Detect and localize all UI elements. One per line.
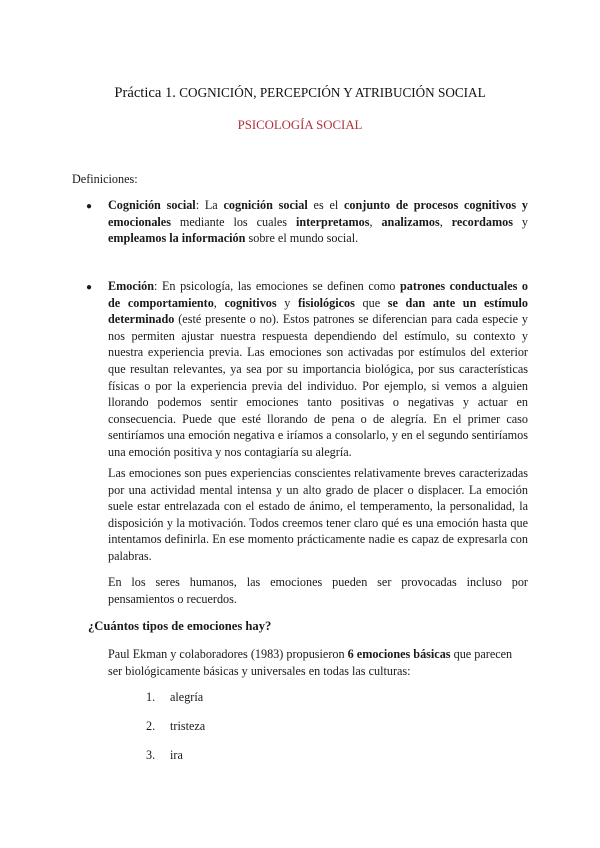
list-number: 1.: [146, 690, 156, 704]
term-emocion: Emoción: [108, 279, 155, 293]
list-item-ira: ira: [170, 748, 183, 762]
list-item-alegria: alegría: [170, 690, 204, 704]
list-number: 2.: [146, 719, 156, 733]
paragraph-emociones-experiencias: Las emociones son pues experiencias conscientes relativamente breves caracterizadas por una actividad mental intensa y un alto grado de placer o displacer. La emoción suele estar entrelazada con el estado de ánimo, el temperamento, la personalidad, la disposición y la motivación. Todos creemos tener claro qué es una emoción hasta que intentamos definirla. En ese momento prácticamente nadie es capaz de expresarla con palabras.: [108, 466, 528, 563]
definition-emocion: Emoción: En psicología, las emociones se definen como patrones conductuales o de comportamiento, cognitivos y fisiológicos que se dan ante un estímulo determinado (esté presente o no). Estos patrones se diferencian para cada especie y nos permiten ajustar nuestra respuesta dependiendo del estímulo, su contexto y nuestra experiencia previa. Las emociones son activadas por estímulos del exterior que resultan relevantes, ya sea por su importancia biológica, por sus características físicas o por la experiencia previa del individuo. Por ejemplo, si vemos a alguien llorando podemos sentir emociones tanto positivas o negativas y actuar en consecuencia. Puede que esté llorando de pena o de alegría. En el primer caso sentiríamos una emoción negativa e iríamos a consolarlo, y en el segundo sentiríamos una emoción positiva y nos contagiaría su alegría.: [108, 279, 529, 459]
paragraph-ekman: Paul Ekman y colaboradores (1983) propusieron 6 emociones básicas que parecen ser biológicamente básicas y universales en todas las culturas:: [108, 647, 513, 678]
bullet-icon: ●: [86, 282, 93, 293]
paragraph-pensamientos: En los seres humanos, las emociones pueden ser provocadas incluso por pensamientos o recuerdos.: [108, 575, 528, 606]
list-number: 3.: [146, 748, 156, 762]
term-cognicion-social: Cognición social: [108, 198, 196, 212]
page-subtitle: PSICOLOGÍA SOCIAL: [237, 118, 363, 132]
page-title: [0, 85, 600, 102]
definitions-label: Definiciones:: [72, 172, 138, 186]
section-heading-tipos: ¿Cuántos tipos de emociones hay?: [88, 619, 272, 633]
bullet-icon: ●: [86, 201, 93, 212]
title-rest: COGNICIÓN, PERCEPCIÓN Y ATRIBUCIÓN SOCIAL: [175, 85, 486, 100]
title-prefix: Práctica 1.: [114, 85, 176, 101]
definition-cognicion-social: Cognición social: La cognición social es el conjunto de procesos cognitivos y emocionales mediante los cuales interpretamos, analizamos, recordamos y empleamos la información sobre el mundo social.: [108, 198, 529, 246]
list-item-tristeza: tristeza: [170, 719, 206, 733]
